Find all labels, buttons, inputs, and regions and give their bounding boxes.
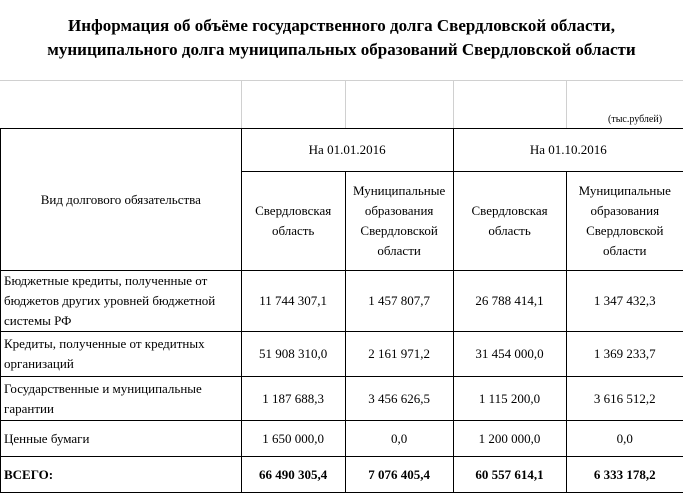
header-municipal-1: Муниципальные образования Свердловской области xyxy=(345,172,453,271)
cell-value: 3 616 512,2 xyxy=(566,377,683,421)
header-date-2: На 01.10.2016 xyxy=(453,129,683,172)
cell-value: 1 347 432,3 xyxy=(566,271,683,332)
cell-value: 1 369 233,7 xyxy=(566,332,683,377)
cell-value: 1 650 000,0 xyxy=(241,421,345,457)
total-value: 60 557 614,1 xyxy=(453,457,566,493)
cell-value: 3 456 626,5 xyxy=(345,377,453,421)
total-label: ВСЕГО: xyxy=(1,457,242,493)
cell-value: 11 744 307,1 xyxy=(241,271,345,332)
total-value: 66 490 305,4 xyxy=(241,457,345,493)
cell-value: 0,0 xyxy=(345,421,453,457)
table-row xyxy=(1,271,683,332)
cell-value: 51 908 310,0 xyxy=(241,332,345,377)
table-row xyxy=(1,332,683,377)
units-label: (тыс.рублей) xyxy=(608,114,663,125)
cell-value: 26 788 414,1 xyxy=(453,271,566,332)
row-label: Государственные и муниципальные гарантии xyxy=(1,377,242,421)
cell-value: 31 454 000,0 xyxy=(453,332,566,377)
grid-line xyxy=(241,80,242,128)
header-region-2: Свердловская область xyxy=(453,172,566,271)
grid-line xyxy=(0,80,683,81)
title-line-1: Информация об объёме государственного долга Свердловской области, xyxy=(68,16,615,35)
cell-value: 0,0 xyxy=(566,421,683,457)
cell-value: 2 161 971,2 xyxy=(345,332,453,377)
table-row xyxy=(1,421,683,457)
grid-line xyxy=(345,80,346,128)
header-municipal-2: Муниципальные образования Свердловской области xyxy=(566,172,683,271)
header-region-1: Свердловская область xyxy=(241,172,345,271)
grid-line xyxy=(453,80,454,128)
total-row xyxy=(1,457,683,493)
col-header-type: Вид долгового обязательства xyxy=(1,129,242,271)
grid-line xyxy=(566,80,567,128)
total-value: 6 333 178,2 xyxy=(566,457,683,493)
cell-value: 1 187 688,3 xyxy=(241,377,345,421)
cell-value: 1 115 200,0 xyxy=(453,377,566,421)
debt-table xyxy=(0,128,683,493)
table-row xyxy=(1,377,683,421)
page-title xyxy=(0,14,683,62)
title-line-2: муниципального долга муниципальных образований Свердловской области xyxy=(47,40,636,59)
cell-value: 1 457 807,7 xyxy=(345,271,453,332)
header-date-1: На 01.01.2016 xyxy=(241,129,453,172)
cell-value: 1 200 000,0 xyxy=(453,421,566,457)
row-label: Ценные бумаги xyxy=(1,421,242,457)
row-label: Кредиты, полученные от кредитных организаций xyxy=(1,332,242,377)
total-value: 7 076 405,4 xyxy=(345,457,453,493)
row-label: Бюджетные кредиты, полученные от бюджетов других уровней бюджетной системы РФ xyxy=(1,271,242,332)
